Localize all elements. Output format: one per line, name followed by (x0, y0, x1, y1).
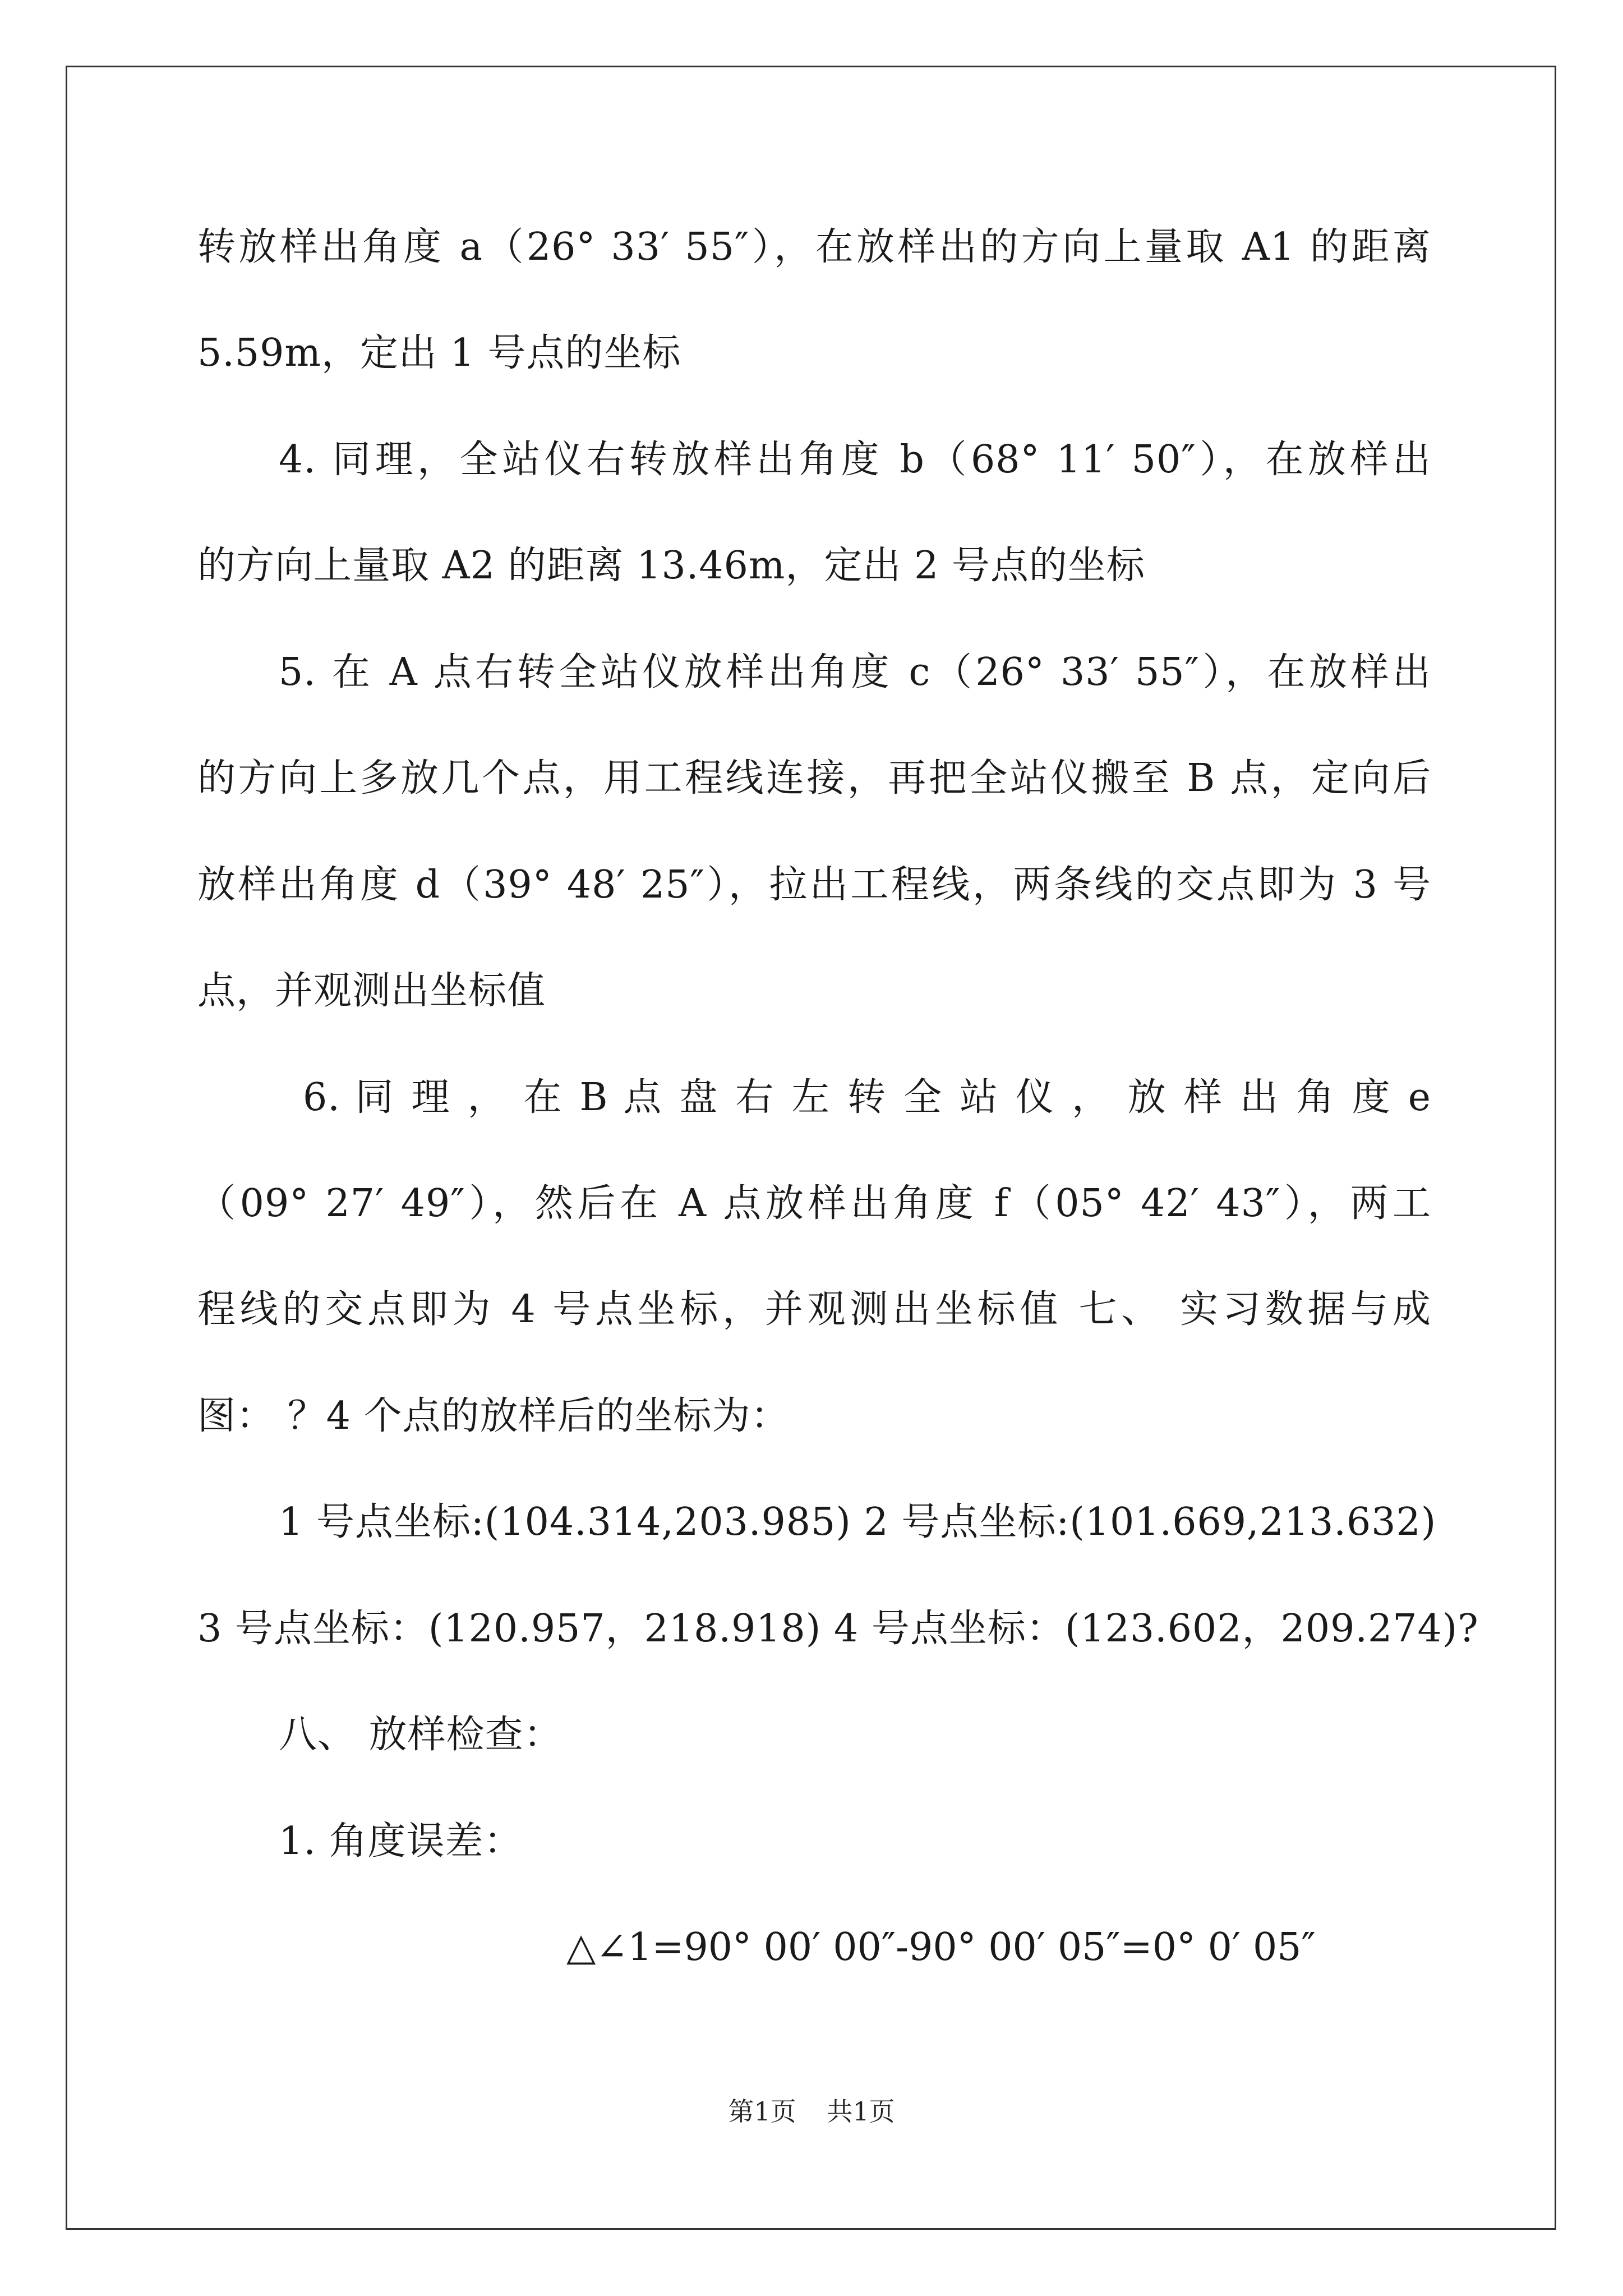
paragraph-line-2: 5.59m，定出 1 号点的坐标 (197, 331, 681, 375)
step-6-line-1: 6. 同 理 ， 在 B 点 盘 右 左 转 全 站 仪 ， 放 样 出 角 度 e (303, 1075, 1431, 1120)
step-4-line-1: 4. 同理，全站仪右转放样出角度 b（68° 11′ 50″），在放样出 (279, 438, 1431, 482)
coordinates-line-2: 3 号点坐标：(120.957，218.918) 4 号点坐标：(123.602，209.274)? (197, 1607, 1479, 1651)
step-5-line-2: 的方向上多放几个点，用工程线连接，再把全站仪搬至 B 点，定向后 (197, 756, 1431, 800)
page-total: 共1页 (827, 2096, 895, 2127)
step-6-line-4: 图： ？4 个点的放样后的坐标为： (197, 1394, 790, 1438)
angle-error-formula: △∠1=90° 00′ 00″-90° 00′ 05″=0° 0′ 05″ (566, 1925, 1316, 1970)
step-5-line-3: 放样出角度 d（39° 48′ 25″），拉出工程线，两条线的交点即为 3 号 (197, 863, 1431, 907)
step-5-line-1: 5. 在 A 点右转全站仪放样出角度 c（26° 33′ 55″），在放样出 (279, 650, 1431, 694)
step-6-line-2: （09° 27′ 49″），然后在 A 点放样出角度 f（05° 42′ 43″），两工 (197, 1181, 1431, 1226)
step-4-line-2: 的方向上量取 A2 的距离 13.46m，定出 2 号点的坐标 (197, 544, 1145, 588)
section-8-heading: 八、 放样检查： (279, 1713, 562, 1757)
page-border (66, 66, 1556, 2230)
page-number: 第1页 (728, 2096, 796, 2127)
step-5-line-4: 点，并观测出坐标值 (197, 969, 546, 1013)
page-footer (0, 2095, 1623, 2128)
coordinates-line-1: 1 号点坐标:(104.314,203.985) 2 号点坐标:(101.669,213.632) (279, 1500, 1437, 1544)
paragraph-line-1: 转放样出角度 a（26° 33′ 55″），在放样出的方向上量取 A1 的距离 (197, 225, 1431, 269)
angle-error-heading: 1. 角度误差： (279, 1819, 523, 1864)
step-6-line-3: 程线的交点即为 4 号点坐标，并观测出坐标值 七、 实习数据与成 (197, 1287, 1431, 1332)
